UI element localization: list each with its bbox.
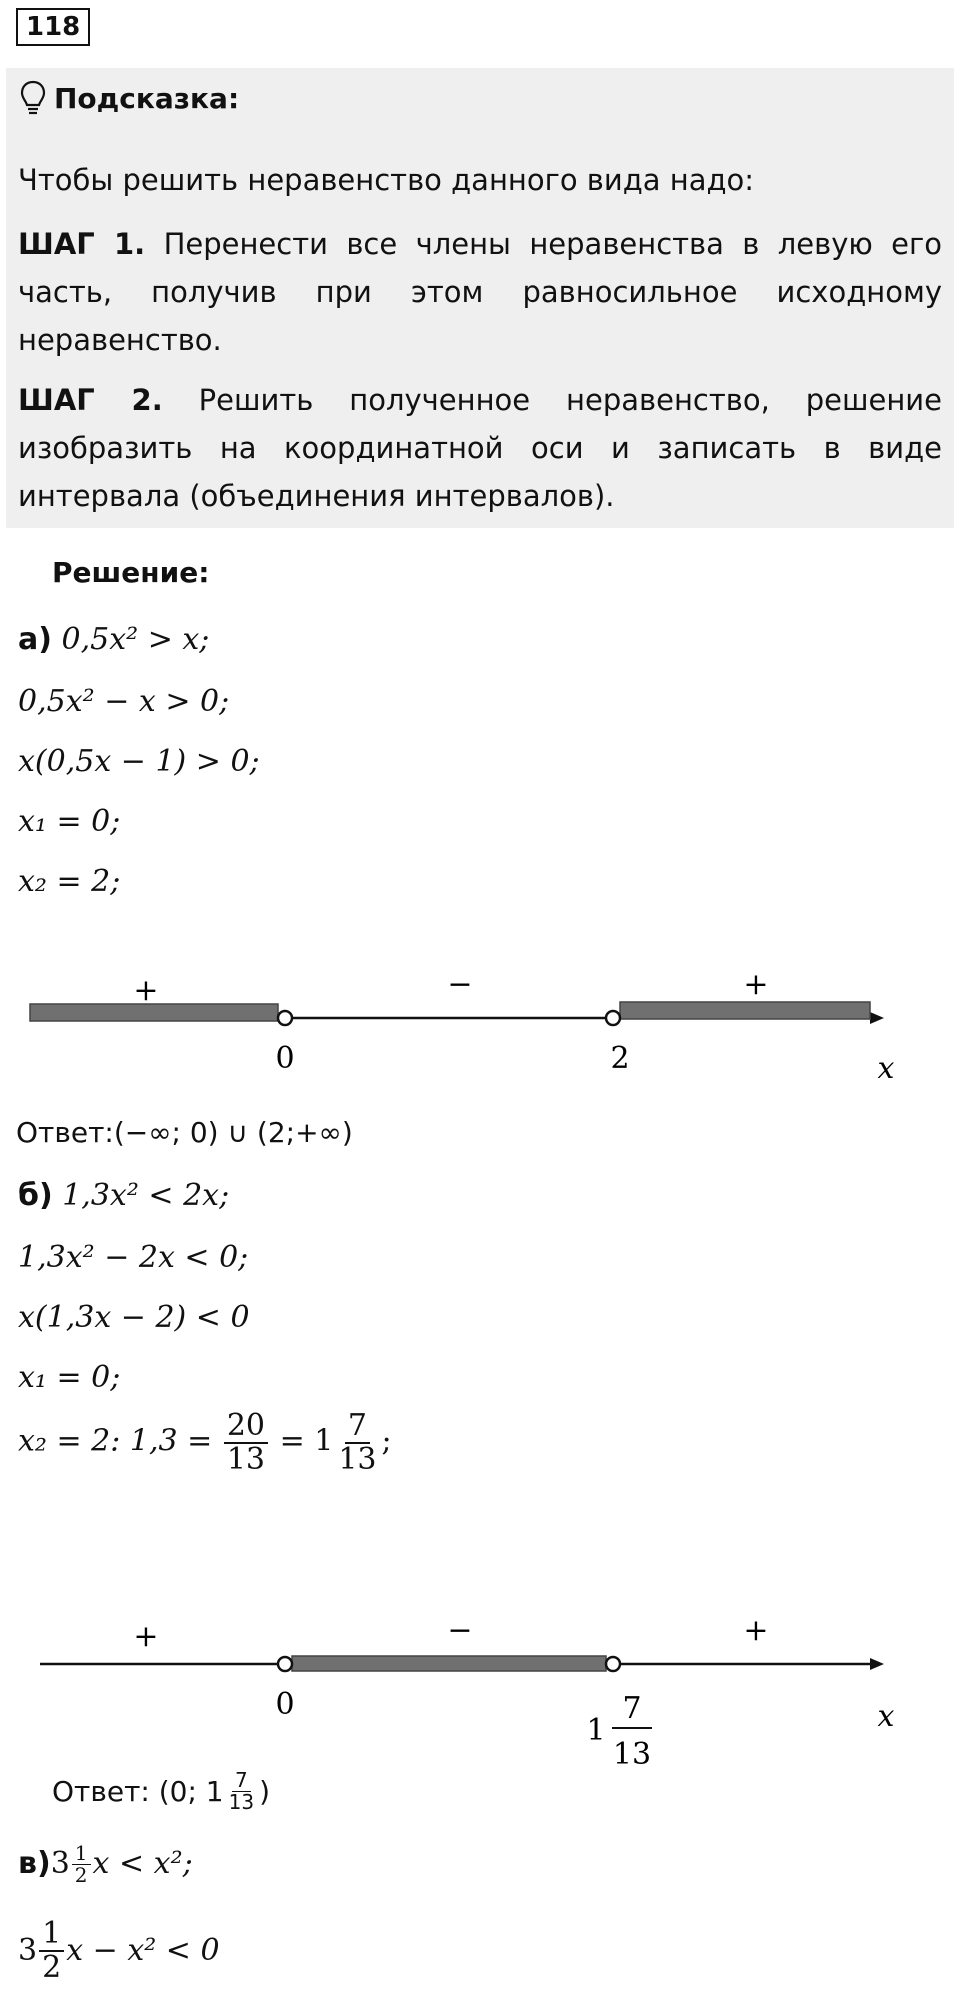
tick-b-whole: 1: [586, 1713, 606, 1748]
axis-arrow-b: [870, 1658, 884, 1670]
sign-b-right: +: [743, 1613, 769, 1648]
frac2-den: 13: [338, 1441, 377, 1477]
part-c-label: в): [18, 1846, 51, 1881]
part-b-answer: [52, 1770, 270, 1813]
part-b-expr4: x₁ = 0;: [18, 1360, 121, 1395]
part-c-whole2: 3: [18, 1932, 38, 1968]
point-a-2: [606, 1011, 620, 1025]
part-c-den2: 2: [42, 1949, 62, 1985]
tick-b-den: 13: [612, 1737, 652, 1772]
part-b-expr3: x(1,3x − 2) < 0: [18, 1300, 250, 1335]
sign-b-mid: −: [447, 1613, 473, 1648]
frac2-num: 7: [345, 1410, 370, 1444]
part-c-line1: [18, 1842, 193, 1886]
answer-b-den: 13: [228, 1790, 255, 1814]
point-b-0: [278, 1657, 292, 1671]
part-c-frac1: [72, 1840, 91, 1887]
part-a-line4: [18, 800, 120, 844]
frac1-den: 13: [226, 1441, 266, 1477]
axis-label-a: x: [877, 1051, 895, 1086]
part-a-line2: [18, 680, 229, 724]
part-b-expr5-prefix: x₂ = 2: 1,3 =: [18, 1423, 213, 1459]
part-b-line5: [18, 1410, 392, 1475]
point-b-1-7-13: [606, 1657, 620, 1671]
tick-b-num: 7: [622, 1691, 642, 1726]
part-c-num2: 1: [39, 1918, 64, 1952]
part-a-line3: [18, 740, 260, 784]
part-c-frac2: [39, 1918, 64, 1983]
part-b-expr1: 1,3x² < 2x;: [62, 1178, 230, 1213]
part-c-rest2: x − x² < 0: [66, 1932, 220, 1968]
part-b-line2: [18, 1236, 248, 1280]
lightbulb-icon: [20, 80, 46, 116]
part-a-answer: Ответ:(−∞; 0) ∪ (2;+∞): [16, 1116, 353, 1149]
axis-label-b: x: [877, 1699, 895, 1734]
step1-text: Перенести все члены неравенства в левую его часть, получив при этом равносильное исходному неравенство.: [18, 227, 942, 357]
part-c-whole1: 3: [50, 1846, 70, 1881]
part-b-line3: [18, 1296, 250, 1340]
part-b-expr5-eq: = 1: [279, 1423, 334, 1459]
problem-number: 118: [16, 8, 90, 46]
step1-label: ШАГ 1.: [18, 227, 146, 261]
part-a-line5: [18, 860, 120, 904]
part-b-expr5-end: ;: [381, 1423, 392, 1459]
answer-b-num: 7: [232, 1770, 251, 1792]
part-a-expr5: x₂ = 2;: [18, 864, 121, 899]
part-b-line4: [18, 1356, 120, 1400]
part-b-frac2: [335, 1410, 379, 1475]
step2-label: ШАГ 2.: [18, 383, 163, 417]
tick-b-0: 0: [275, 1687, 295, 1722]
hint-step2: [18, 376, 942, 520]
number-line-a: [0, 950, 960, 1100]
sign-b-left: +: [133, 1619, 159, 1654]
hint-title-text: Подсказка:: [54, 81, 240, 115]
part-a-label: а): [18, 622, 52, 657]
part-a-expr3: x(0,5x − 1) > 0;: [18, 744, 260, 779]
answer-b-suffix: ): [259, 1775, 270, 1808]
interval-b-mid: [292, 1656, 606, 1671]
tick-a-2: 2: [610, 1041, 630, 1076]
axis-arrow-a: [870, 1012, 884, 1024]
part-b-expr2: 1,3x² − 2x < 0;: [18, 1240, 249, 1275]
sign-a-right: +: [743, 967, 769, 1002]
part-b-label: б): [18, 1178, 53, 1213]
part-c-line2: [18, 1918, 220, 1983]
part-b-line1: [18, 1174, 229, 1218]
hint-title: [20, 80, 239, 116]
part-b-frac1: [224, 1410, 268, 1475]
sign-a-mid: −: [447, 967, 473, 1002]
step2-text: Решить полученное неравенство, решение изобразить на координатной оси и записать в виде интервала (объединения интервалов).: [18, 383, 942, 513]
part-a-expr4: x₁ = 0;: [18, 804, 121, 839]
number-line-b: [0, 1600, 960, 1780]
hint-step1: [18, 220, 942, 364]
part-c-rest1: x < x²;: [92, 1846, 193, 1881]
hint-intro: Чтобы решить неравенство данного вида надо:: [18, 163, 755, 197]
part-c-num1: 1: [72, 1843, 91, 1865]
solution-title: Решение:: [52, 556, 210, 589]
part-a-line1: [18, 618, 209, 662]
part-c-den1: 2: [74, 1862, 88, 1887]
point-a-0: [278, 1011, 292, 1025]
sign-a-left: +: [133, 973, 159, 1008]
frac1-num: 20: [224, 1410, 268, 1444]
part-a-expr2: 0,5x² − x > 0;: [18, 684, 230, 719]
tick-a-0: 0: [275, 1041, 295, 1076]
answer-b-frac: [226, 1770, 257, 1813]
part-a-expr1: 0,5x² > x;: [61, 622, 210, 657]
interval-a-right: [620, 1002, 870, 1019]
answer-b-prefix: Ответ: (0; 1: [52, 1775, 224, 1808]
